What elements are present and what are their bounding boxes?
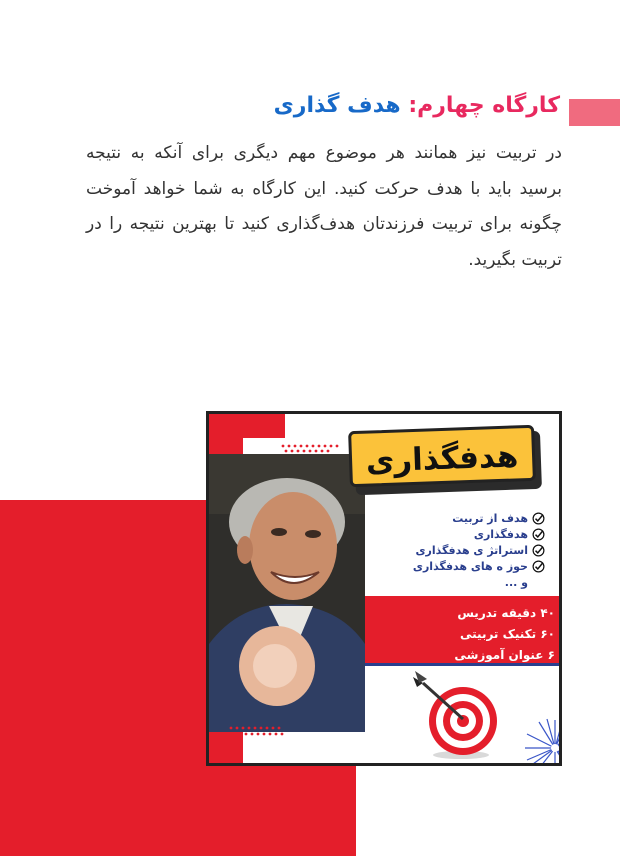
check-circle-icon <box>532 544 545 557</box>
heading-topic: هدف گذاری <box>273 93 401 118</box>
feature-label: هدف از تربیت <box>452 511 528 525</box>
description-paragraph: در تربیت نیز همانند هر موضوع مهم دیگری برای آنکه به نتیجه برسید باید با هدف حرکت کنید. این کارگاه به شما خواهد آموخت چگونه برای تربیت فرزندتان هدف‌گذاری کنید تا بهترین نتیجه را در تربیت بگیرید. <box>86 143 562 270</box>
stat-teaching-minutes: ۴۰ دقیقه تدریس <box>457 606 555 620</box>
feature-more: و ... <box>504 575 528 589</box>
feature-label: هدفگذاری <box>473 527 528 541</box>
list-item <box>369 558 545 574</box>
check-circle-icon <box>532 512 545 525</box>
list-item <box>369 510 545 526</box>
list-item <box>369 542 545 558</box>
dartboard-icon <box>409 669 505 761</box>
poster-red-corner <box>243 414 285 438</box>
swirl-decoration-icon <box>525 718 562 766</box>
stat-topics: ۶ عنوان آموزشی <box>454 648 555 662</box>
dot-pattern-icon <box>227 724 297 738</box>
heading-accent-bar <box>569 99 620 126</box>
dot-pattern-icon <box>279 442 359 454</box>
presenter-photo <box>209 454 365 732</box>
feature-label: حوز ه های هدفگذاری <box>412 559 528 573</box>
heading-workshop-label: کارگاه چهارم: <box>408 93 560 118</box>
list-item <box>369 574 545 590</box>
feature-label: استراتژ ی هدفگذاری <box>415 543 528 557</box>
stat-techniques: ۶۰ تکنیک تربیتی <box>460 627 555 641</box>
check-circle-icon <box>532 528 545 541</box>
stats-box <box>365 596 562 666</box>
poster-title: هدفگذاری <box>348 425 536 487</box>
workshop-poster <box>206 411 562 766</box>
check-circle-icon <box>532 560 545 573</box>
feature-list <box>369 510 545 590</box>
list-item <box>369 526 545 542</box>
section-heading <box>274 93 560 118</box>
